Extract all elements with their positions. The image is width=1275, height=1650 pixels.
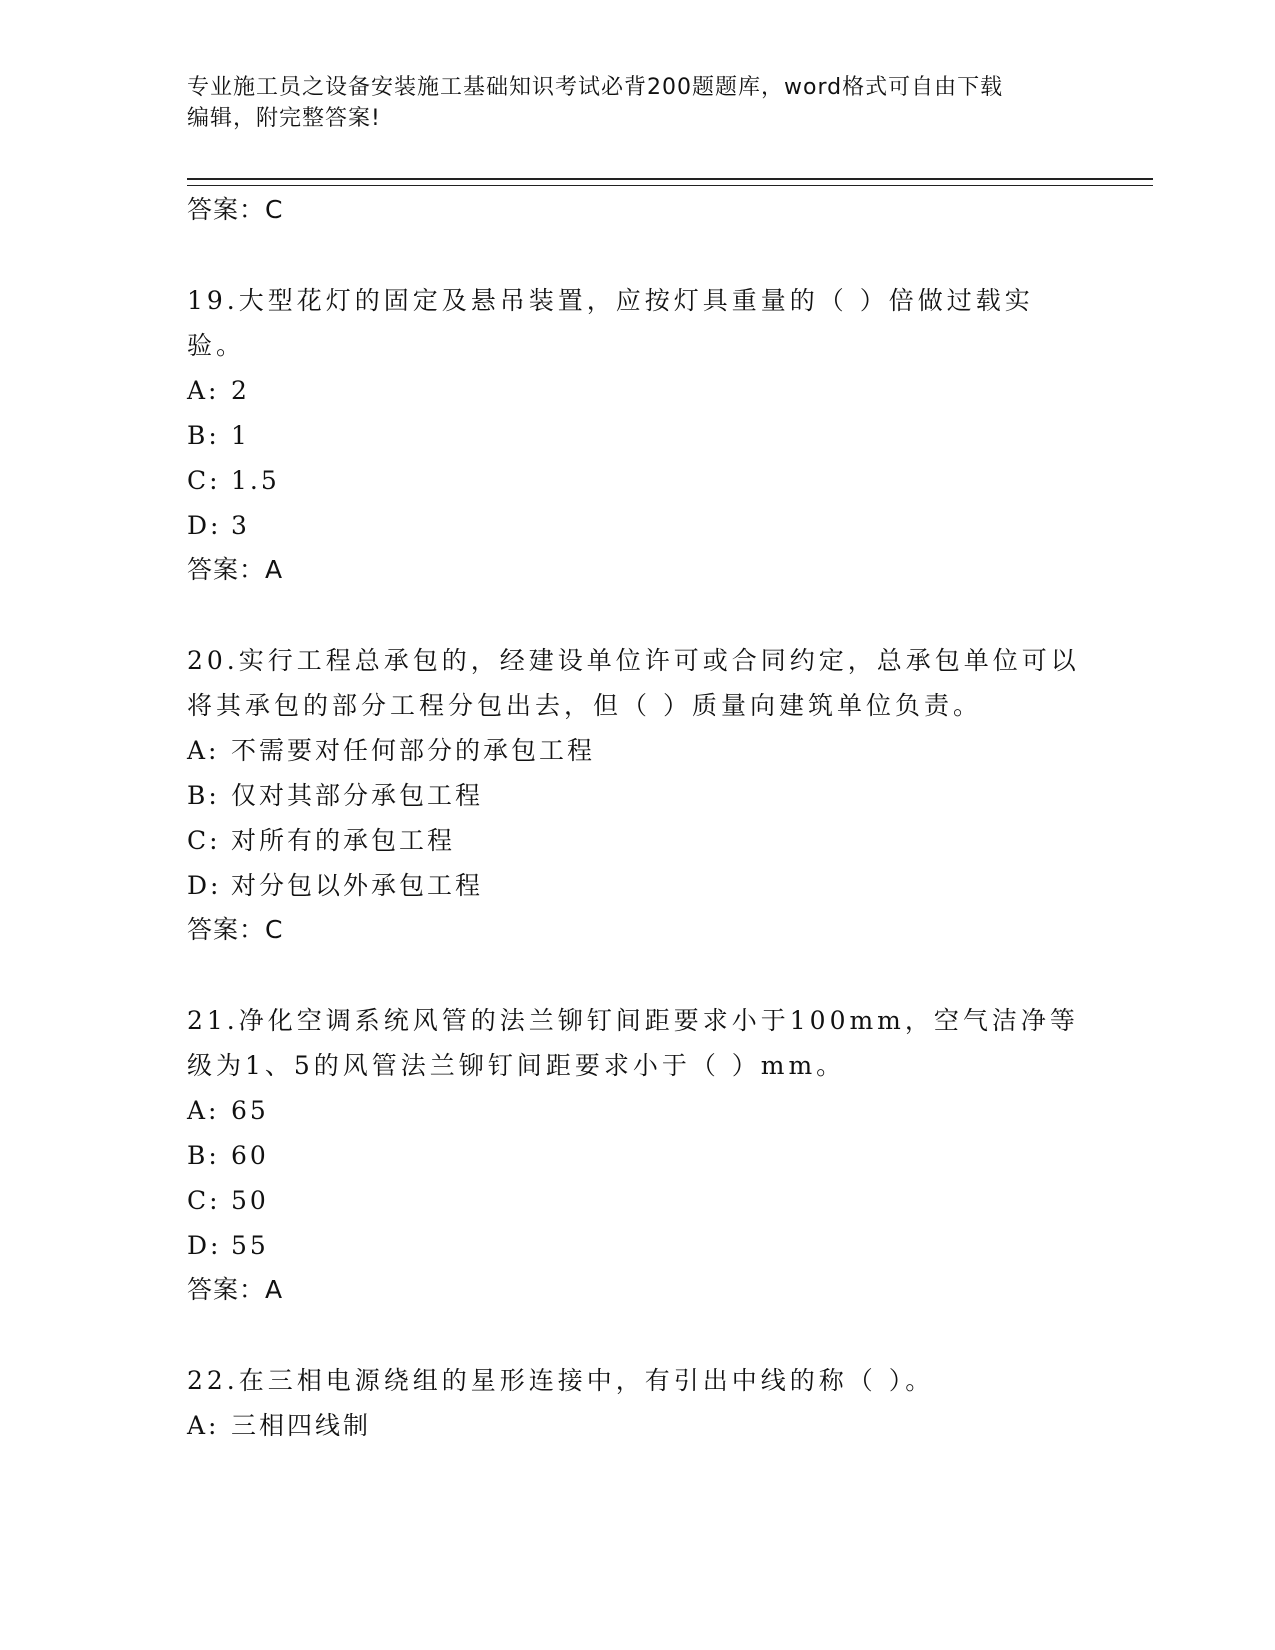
option-a: A: 三相四线制	[187, 1411, 372, 1440]
question-stem: 19.大型花灯的固定及悬吊装置，应按灯具重量的（ ）倍做过载实验。	[187, 286, 1034, 360]
answer-label: 答案：C	[187, 915, 284, 944]
option-a: A: 2	[187, 376, 250, 405]
question-block	[187, 638, 1087, 952]
option-c: C: 50	[187, 1186, 269, 1215]
question-stem: 21.净化空调系统风管的法兰铆钉间距要求小于100mm，空气洁净等级为1、5的风管法兰铆钉间距要求小于（ ）mm。	[187, 1006, 1079, 1080]
spacer	[187, 952, 1087, 998]
option-d: D: 对分包以外承包工程	[187, 871, 484, 900]
option-c: C: 对所有的承包工程	[187, 826, 456, 855]
question-block	[187, 1358, 1087, 1448]
document-header	[187, 72, 1067, 134]
question-block	[187, 998, 1087, 1312]
option-d: D: 55	[187, 1231, 269, 1260]
option-b: B: 1	[187, 421, 250, 450]
answer-label: 答案：C	[187, 195, 284, 224]
header-title-line-1: 专业施工员之设备安装施工基础知识考试必背200题题库，word格式可自由下载	[187, 75, 1004, 100]
spacer	[187, 1312, 1087, 1358]
answer-label: 答案：A	[187, 555, 284, 584]
question-list	[187, 188, 1087, 1448]
spacer	[187, 232, 1087, 278]
option-a: A: 不需要对任何部分的承包工程	[187, 736, 596, 765]
answer-label: 答案：A	[187, 1275, 284, 1304]
option-c: C: 1.5	[187, 466, 280, 495]
option-b: B: 60	[187, 1141, 269, 1170]
option-b: B: 仅对其部分承包工程	[187, 781, 484, 810]
question-stem: 22.在三相电源绕组的星形连接中，有引出中线的称（ ）。	[187, 1366, 935, 1395]
spacer	[187, 592, 1087, 638]
option-d: D: 3	[187, 511, 250, 540]
question-stem: 20.实行工程总承包的，经建设单位许可或合同约定，总承包单位可以将其承包的部分工程分包出去，但（ ）质量向建筑单位负责。	[187, 646, 1080, 720]
header-title-line-2: 编辑，附完整答案!	[187, 106, 381, 131]
question-block	[187, 278, 1087, 592]
header-divider	[187, 178, 1153, 186]
option-a: A: 65	[187, 1096, 269, 1125]
